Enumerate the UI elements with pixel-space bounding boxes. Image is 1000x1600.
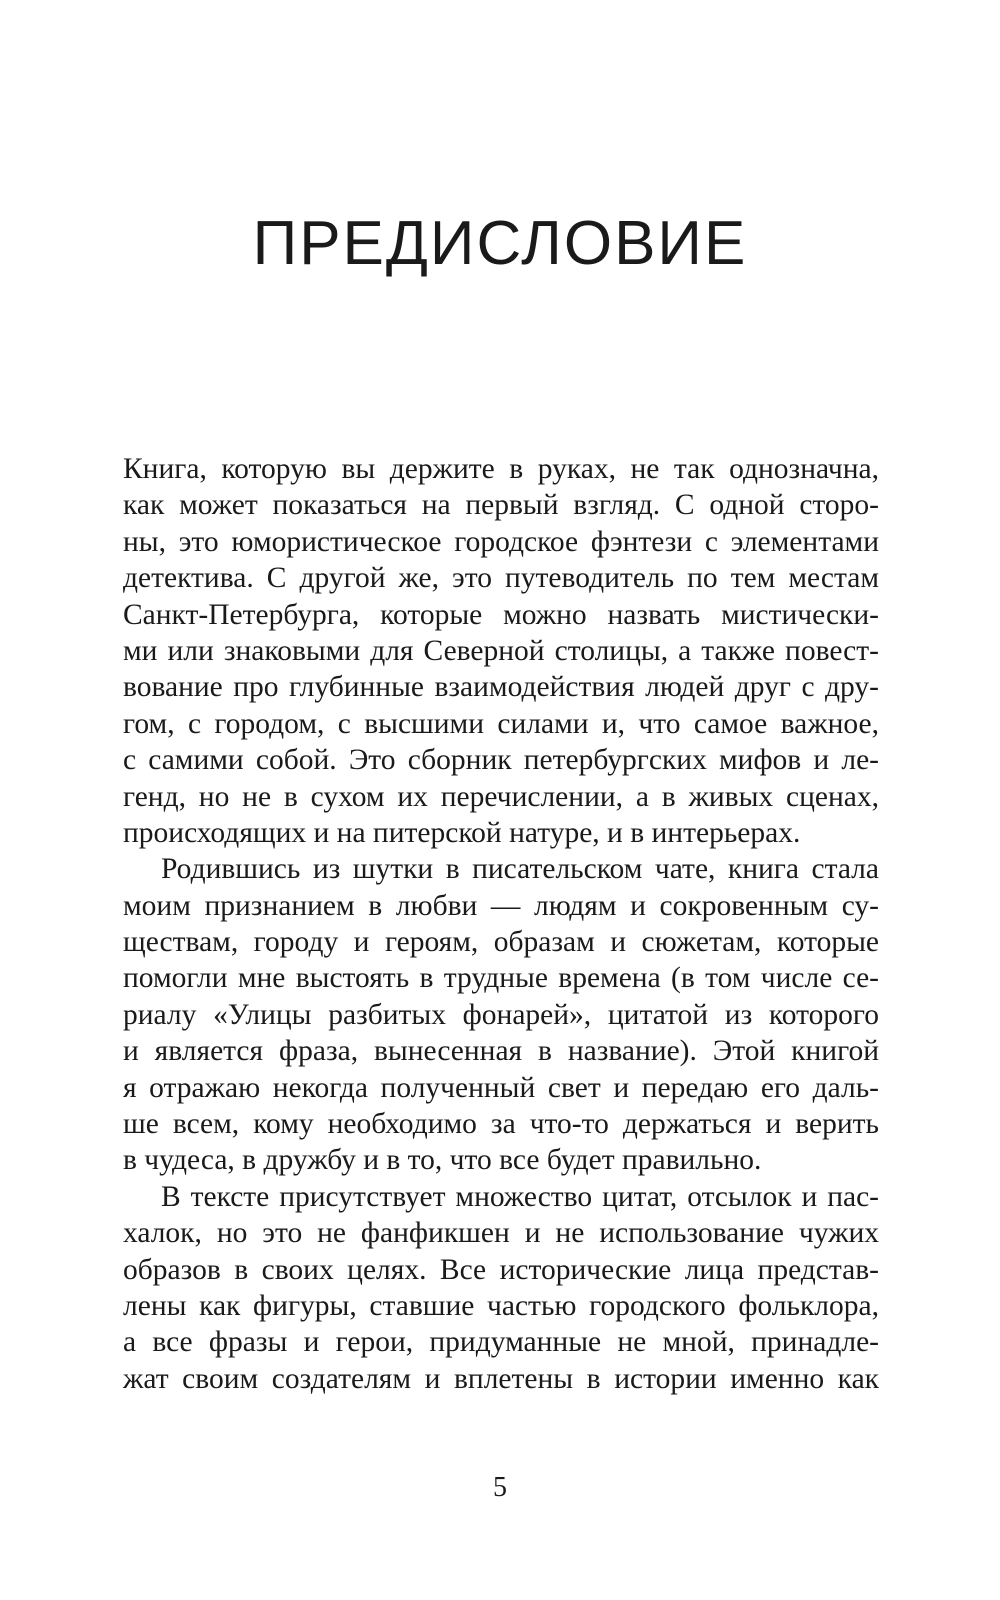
text-line: с самими собой. Это сборник петербургских мифов и ле- (123, 744, 879, 777)
text-line: ществам, городу и героям, образам и сюжетам, которые (123, 926, 879, 959)
chapter-title: ПРЕДИСЛОВИЕ (252, 209, 748, 278)
text-line: моим признанием в любви — людям и сокровенным су- (123, 889, 879, 922)
text-line: Родившись из шутки в писательском чате, книга стала (161, 853, 879, 886)
text-line: помогли мне выстоять в трудные времена (в том числе се- (123, 962, 879, 995)
text-line: вование про глубинные взаимодействия людей друг с дру- (123, 671, 879, 704)
text-line: В тексте присутствует множество цитат, отсылок и пас- (161, 1180, 879, 1213)
text-line: я отражаю некогда полученный свет и передаю его даль- (123, 1071, 879, 1104)
text-line: образов в своих целях. Все исторические лица представ- (123, 1253, 879, 1286)
text-line: ны, это юмористическое городское фэнтези с элементами (123, 525, 879, 558)
text-line: как может показаться на первый взгляд. С одной сторо- (123, 489, 879, 522)
text-line: риалу «Улицы разбитых фонарей», цитатой из которого (123, 998, 879, 1031)
text-line: ше всем, кому необходимо за что-то держаться и верить (123, 1108, 879, 1141)
text-line: детектива. С другой же, это путеводитель по тем местам (123, 562, 879, 595)
text-line: Санкт-Петербурга, которые можно назвать мистически- (123, 598, 879, 631)
text-line: ми или знаковыми для Северной столицы, а также повест- (123, 634, 879, 667)
text-line: а все фразы и герои, придуманные не мной, принадле- (123, 1326, 879, 1359)
text-line: халок, но это не фанфикшен и не использование чужих (123, 1217, 879, 1250)
page-number: 5 (493, 1472, 507, 1503)
text-line: происходящих и на питерской натуре, и в интерьерах. (123, 816, 801, 849)
text-line: лены как фигуры, ставшие частью городского фольклора, (123, 1289, 879, 1322)
text-line: в чудеса, в дружбу и в то, что все будет правильно. (123, 1144, 762, 1177)
text-line: Книга, которую вы держите в руках, не так однозначна, (123, 453, 879, 485)
text-line: гом, с городом, с высшими силами и, что самое важное, (123, 707, 879, 740)
text-line: генд, но не в сухом их перечислении, а в живых сценах, (123, 780, 879, 813)
text-line: и является фраза, вынесенная в название). Этой книгой (123, 1035, 879, 1068)
text-line: жат своим создателям и вплетены в истории именно как (123, 1362, 879, 1395)
body-text (123, 451, 879, 1397)
